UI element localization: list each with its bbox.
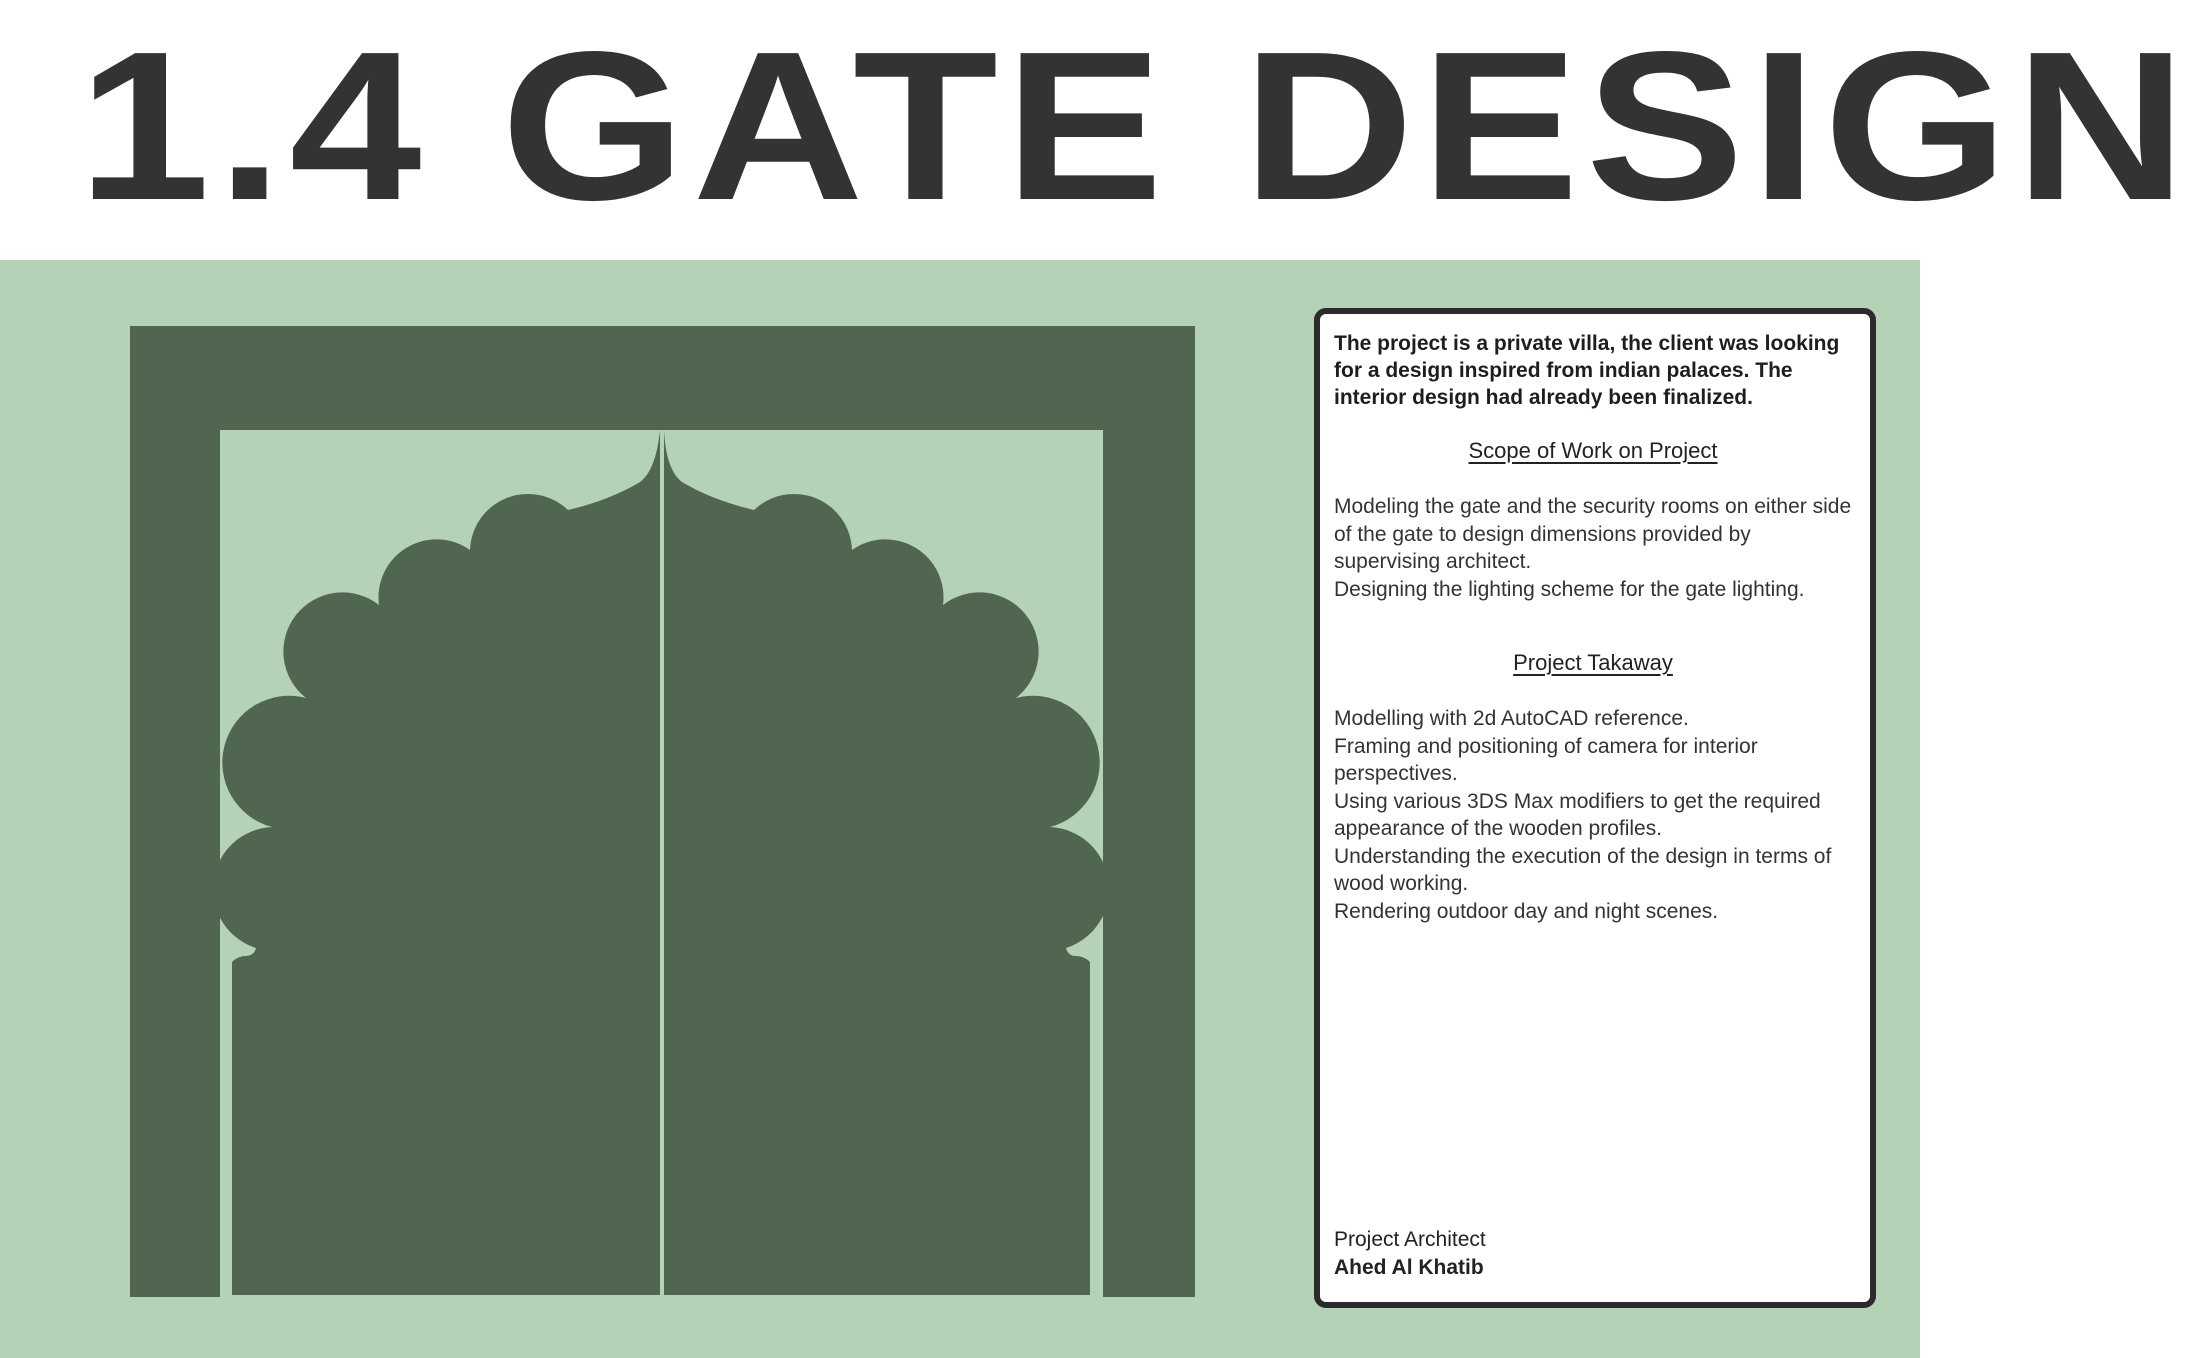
gate-right-door	[664, 430, 1109, 1295]
takeaway-line: Modelling with 2d AutoCAD reference.	[1334, 707, 1689, 730]
takeaway-line: Rendering outdoor day and night scenes.	[1334, 899, 1719, 923]
header	[0, 0, 2193, 260]
credit-name: Ahed Al Khatib	[1334, 1256, 1484, 1279]
gate-left-door	[213, 430, 660, 1295]
scope-heading: Scope of Work on Project	[1468, 438, 1718, 463]
page-title: 1.4 GATE DESIGN	[78, 7, 2193, 244]
content-panel	[0, 260, 1920, 1358]
takeaway-line: Framing and positioning of camera for interior perspectives.	[1334, 734, 1758, 785]
credit-role: Project Architect	[1334, 1228, 1486, 1251]
takeaway-body	[1334, 705, 1852, 925]
project-credit	[1334, 1226, 1486, 1282]
project-info-box	[1314, 308, 1876, 1308]
scope-line: Designing the lighting scheme for the gate lighting.	[1334, 577, 1805, 601]
scope-body	[1334, 493, 1852, 603]
takeaway-heading: Project Takaway	[1513, 650, 1673, 675]
takeaway-line: Using various 3DS Max modifiers to get the required appearance of the wooden profiles.	[1334, 789, 1821, 840]
takeaway-line: Understanding the execution of the design in terms of wood working.	[1334, 844, 1832, 895]
scope-line: Modeling the gate and the security rooms on either side of the gate to design dimensions provided by supervising architect.	[1334, 495, 1852, 573]
project-intro: The project is a private villa, the client was looking for a design inspired from indian palaces. The interior design had already been finalized.	[1334, 332, 1840, 409]
